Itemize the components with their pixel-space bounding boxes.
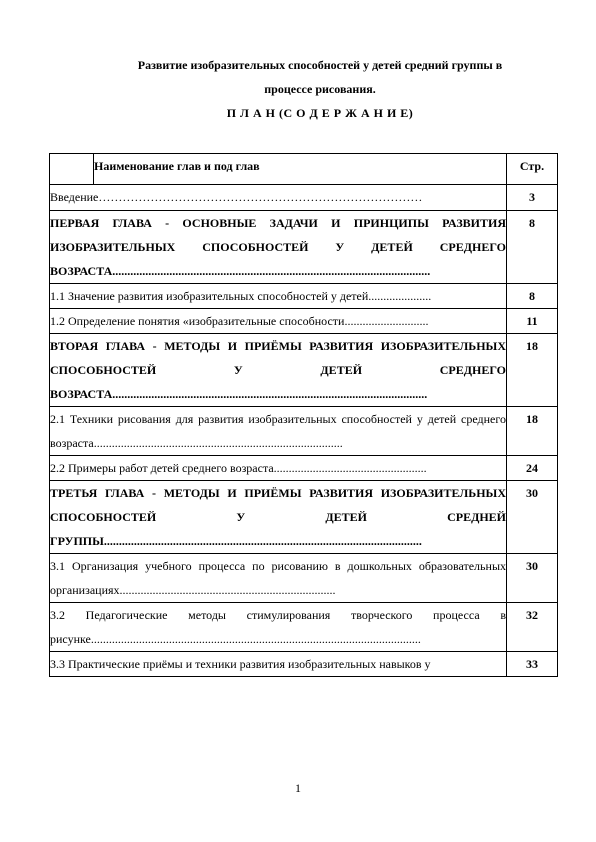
toc-row-section-3-2 xyxy=(50,603,558,652)
toc-entry-text: 2.1 Техники рисования для развития изобразительных способностей у детей среднего возраста................................................................................... xyxy=(50,407,507,456)
toc-header-page: Стр. xyxy=(507,154,558,185)
toc-entry-text: ВТОРАЯ ГЛАВА - МЕТОДЫ И ПРИЁМЫ РАЗВИТИЯ ИЗОБРАЗИТЕЛЬНЫХ СПОСОБНОСТЕЙ У ДЕТЕЙ СРЕДНЕГО ВОЗРАСТА......................................................................................................... xyxy=(50,334,507,407)
toc-row-section-2-2 xyxy=(50,456,558,481)
toc-header-blank-cell xyxy=(50,154,94,185)
toc-row-chapter-3 xyxy=(50,481,558,554)
toc-entry-page: 30 xyxy=(507,481,558,554)
toc-row-section-3-1 xyxy=(50,554,558,603)
toc-header-name: Наименование глав и под глав xyxy=(94,154,507,185)
toc-entry-page: 32 xyxy=(507,603,558,652)
toc-row-section-2-1 xyxy=(50,407,558,456)
toc-entry-text: ТРЕТЬЯ ГЛАВА - МЕТОДЫ И ПРИЁМЫ РАЗВИТИЯ ИЗОБРАЗИТЕЛЬНЫХ СПОСОБНОСТЕЙ У ДЕТЕЙ СРЕДНЕЙ ГРУППЫ.......................................................................................................... xyxy=(50,481,507,554)
toc-row-introduction xyxy=(50,185,558,211)
toc-entry-text: 3.1 Организация учебного процесса по рисованию в дошкольных образовательных организациях........................................................................ xyxy=(50,554,507,603)
toc-entry-text: Введение……………………………………………………………………… xyxy=(50,185,507,211)
toc-entry-page: 8 xyxy=(507,211,558,284)
toc-entry-text: 1.2 Определение понятия «изобразительные способности............................ xyxy=(50,309,507,334)
toc-entry-text: 3.2 Педагогические методы стимулирования творческого процесса в рисунке.............................................................................................................. xyxy=(50,603,507,652)
toc-entry-page: 18 xyxy=(507,334,558,407)
toc-entry-text: 2.2 Примеры работ детей среднего возраста................................................... xyxy=(50,456,507,481)
table-of-contents xyxy=(49,153,558,677)
document-title: Развитие изобразительных способностей у детей средний группы в xyxy=(137,58,503,72)
toc-entry-text: 1.1 Значение развития изобразительных способностей у детей..................... xyxy=(50,284,507,309)
toc-entry-page: 33 xyxy=(507,652,558,677)
plan-heading: П Л А Н (С О Д Е Р Ж А Н И Е) xyxy=(226,106,414,120)
toc-entry-text: ПЕРВАЯ ГЛАВА - ОСНОВНЫЕ ЗАДАЧИ И ПРИНЦИПЫ РАЗВИТИЯ ИЗОБРАЗИТЕЛЬНЫХ СПОСОБНОСТЕЙ У ДЕТЕЙ СРЕДНЕГО ВОЗРАСТА.......................................................................................................... xyxy=(50,211,507,284)
toc-row-section-1-2 xyxy=(50,309,558,334)
toc-entry-text: 3.3 Практические приёмы и техники развития изобразительных навыков у xyxy=(50,652,507,677)
toc-entry-page: 8 xyxy=(507,284,558,309)
toc-row-section-1-1 xyxy=(50,284,558,309)
toc-entry-page: 18 xyxy=(507,407,558,456)
toc-header-row xyxy=(50,154,558,185)
page-number: 1 xyxy=(295,781,301,795)
toc-entry-page: 3 xyxy=(507,185,558,211)
toc-row-chapter-2 xyxy=(50,334,558,407)
document-title-continued: процессе рисования. xyxy=(264,82,376,96)
toc-entry-page: 30 xyxy=(507,554,558,603)
toc-entry-page: 24 xyxy=(507,456,558,481)
toc-row-chapter-1 xyxy=(50,211,558,284)
toc-row-section-3-3 xyxy=(50,652,558,677)
toc-entry-page: 11 xyxy=(507,309,558,334)
